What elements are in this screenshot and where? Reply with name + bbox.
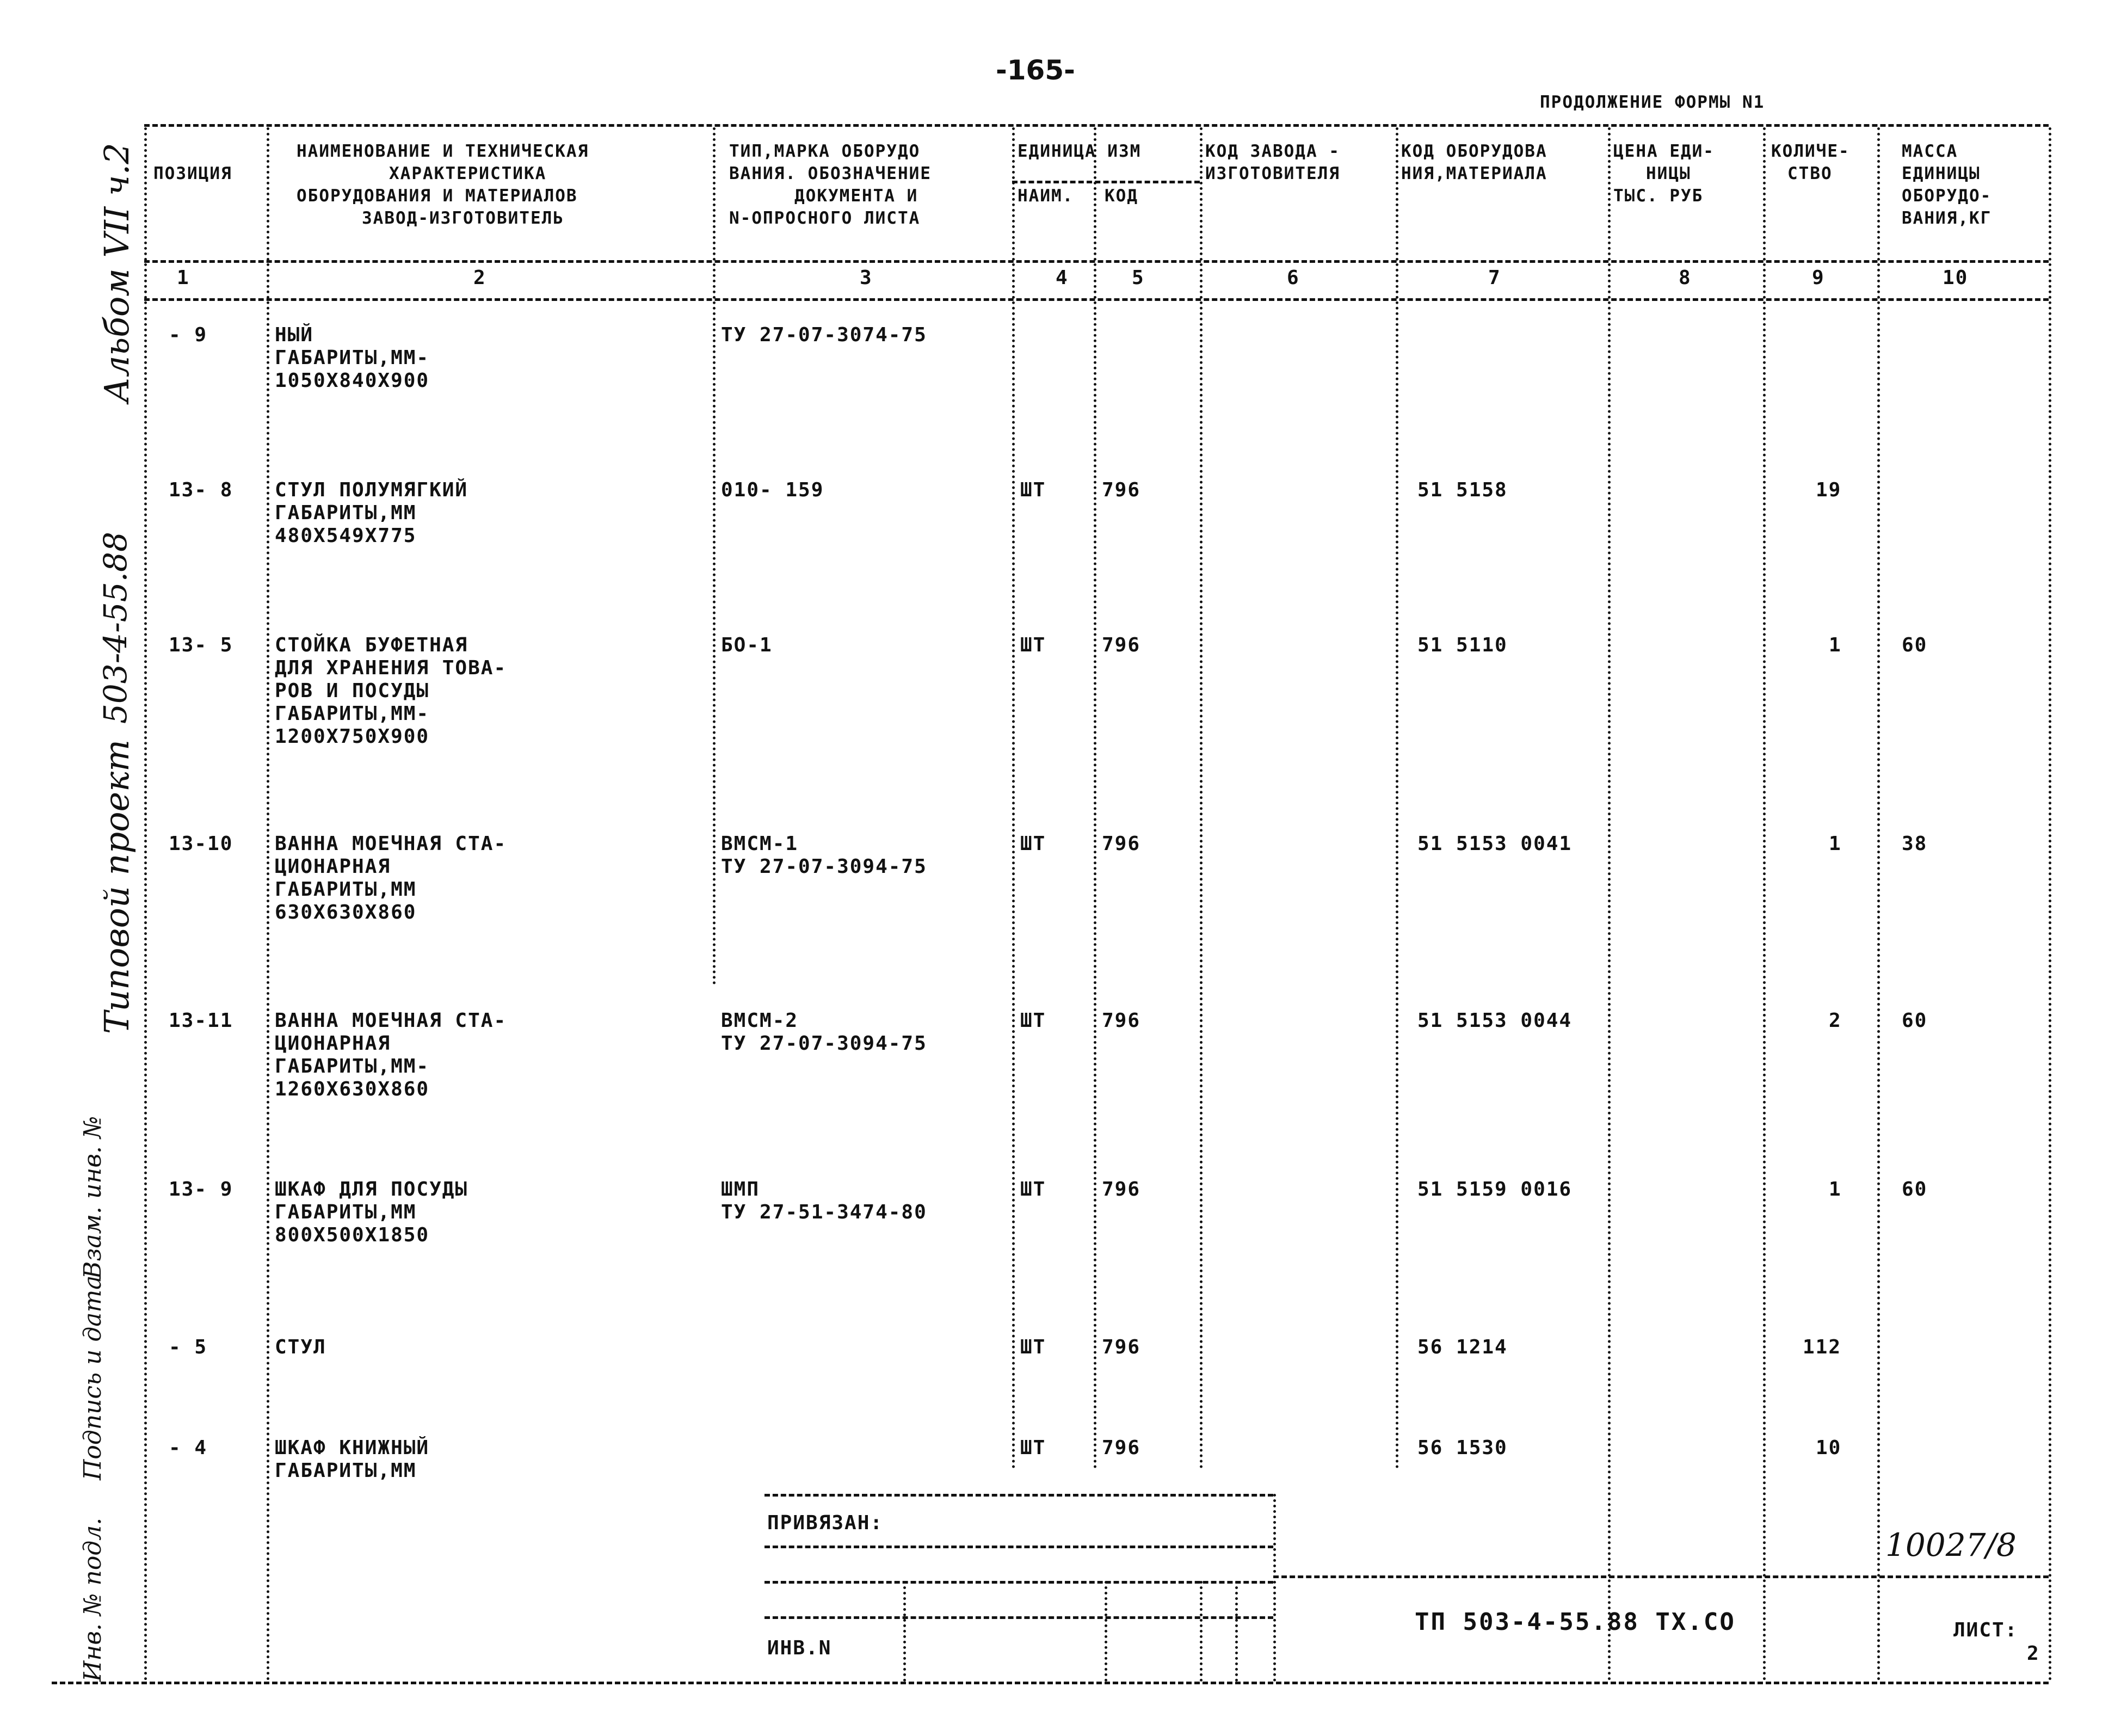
header-name: ОБОРУДОВАНИЯ И МАТЕРИАЛОВ: [297, 186, 578, 206]
column-divider-9: [1763, 127, 1766, 1682]
header-unit: ЕДИНИЦА ИЗМ: [1018, 141, 1142, 161]
header-name: НАИМЕНОВАНИЕ И ТЕХНИЧЕСКАЯ: [297, 141, 589, 161]
stamp-sub-divider-4: [1235, 1581, 1238, 1682]
tied-label: ПРИВЯЗАН:: [767, 1512, 884, 1534]
unit-name-cell: ШТ: [1020, 1336, 1046, 1358]
quantity-cell: 2: [1829, 1009, 1842, 1032]
header-price: ЦЕНА ЕДИ-: [1613, 141, 1715, 161]
column-divider-4: [1012, 127, 1015, 1469]
header-price: ТЫС. РУБ: [1613, 186, 1704, 206]
header-unit-name: НАИМ.: [1018, 186, 1074, 206]
header-unit-code: КОД: [1105, 186, 1138, 206]
column-number: 1: [177, 267, 190, 289]
position-cell: 13- 9: [169, 1178, 233, 1201]
column-divider-5: [1094, 127, 1096, 1469]
type-cell: ШМП: [721, 1178, 760, 1201]
header-quantity: КОЛИЧЕ-: [1771, 141, 1850, 161]
type-cell: ВМСМ-2: [721, 1009, 799, 1032]
project-number: 503-4-55.88: [97, 532, 134, 724]
unit-code-cell: 796: [1102, 1437, 1141, 1459]
unit-code-cell: 796: [1102, 634, 1141, 656]
bottom-border: [52, 1682, 2049, 1684]
column-number: 10: [1943, 267, 1969, 289]
type-cell: ТУ 27-51-3474-80: [721, 1201, 927, 1223]
unit-code-cell: 796: [1102, 479, 1141, 501]
stamp-doc-line: [1273, 1575, 2049, 1578]
unit-name-cell: ШТ: [1020, 1178, 1046, 1201]
position-cell: 13- 8: [169, 479, 233, 501]
column-divider-6: [1200, 127, 1203, 1469]
header-type: ДОКУМЕНТА И: [794, 186, 918, 206]
type-cell: ТУ 27-07-3094-75: [721, 855, 927, 878]
name-cell: НЫЙ: [275, 324, 314, 346]
name-cell: ГАБАРИТЫ,ММ: [275, 878, 417, 901]
header-factory-code: КОД ЗАВОДА -: [1205, 141, 1340, 161]
page-number: -165-: [996, 54, 1075, 86]
name-cell: ГАБАРИТЫ,ММ: [275, 1201, 417, 1223]
header-mass: ЕДИНИЦЫ: [1902, 164, 1981, 183]
equipment-code-cell: 51 5153 0041: [1417, 833, 1573, 855]
unit-name-cell: ШТ: [1020, 1009, 1046, 1032]
column-number: 7: [1488, 267, 1501, 289]
top-border: [144, 124, 2049, 127]
header-type: N-ОПРОСНОГО ЛИСТА: [729, 208, 921, 228]
column-number: 8: [1679, 267, 1692, 289]
mass-cell: 60: [1902, 1178, 1928, 1201]
quantity-cell: 1: [1829, 1178, 1842, 1201]
handwritten-number: 10027/8: [1885, 1526, 2017, 1563]
header-factory-code: ИЗГОТОВИТЕЛЯ: [1205, 164, 1340, 183]
header-mass: ВАНИЯ,КГ: [1902, 208, 1992, 228]
equipment-code-cell: 56 1214: [1417, 1336, 1508, 1358]
stamp-divider: [1273, 1494, 1276, 1682]
header-name: ХАРАКТЕРИСТИКА: [389, 164, 547, 183]
unit-name-cell: ШТ: [1020, 1437, 1046, 1459]
column-number: 5: [1132, 267, 1145, 289]
album-label: Альбом VII ч.2: [97, 143, 137, 403]
name-cell: 1050X840X900: [275, 370, 430, 392]
column-number: 9: [1812, 267, 1825, 289]
header-type: ВАНИЯ. ОБОЗНАЧЕНИЕ: [729, 164, 932, 183]
header-mass: МАССА: [1902, 141, 1958, 161]
column-number: 4: [1056, 267, 1069, 289]
equipment-code-cell: 51 5158: [1417, 479, 1508, 501]
name-cell: 630X630X860: [275, 901, 417, 924]
equipment-code-cell: 51 5153 0044: [1417, 1009, 1573, 1032]
position-cell: 13-10: [169, 833, 233, 855]
header-price: НИЦЫ: [1646, 164, 1691, 183]
name-cell: СТУЛ: [275, 1336, 326, 1358]
signature-date-label: Подпись и дата: [79, 1275, 107, 1480]
sheet-label: ЛИСТ:: [1953, 1619, 2018, 1641]
stamp-sub-divider-1: [903, 1581, 906, 1682]
name-cell: ГАБАРИТЫ,ММ-: [275, 347, 430, 369]
column-number: 3: [860, 267, 873, 289]
column-divider-1: [144, 127, 147, 1682]
header-equipment-code: НИЯ,МАТЕРИАЛА: [1401, 164, 1547, 183]
name-cell: ШКАФ ДЛЯ ПОСУДЫ: [275, 1178, 468, 1201]
stamp-line-2: [764, 1546, 1273, 1548]
document-code: ТП 503-4-55.88 ТХ.СО: [1415, 1608, 1736, 1636]
unit-name-cell: ШТ: [1020, 634, 1046, 656]
name-cell: ГАБАРИТЫ,ММ-: [275, 1055, 430, 1078]
name-cell: 1200X750X900: [275, 725, 430, 748]
column-divider-7: [1396, 127, 1398, 1469]
column-number: 2: [473, 267, 486, 289]
position-cell: - 9: [169, 324, 208, 346]
inv-label: ИНВ.N: [767, 1637, 832, 1659]
column-divider-3: [713, 127, 716, 985]
position-cell: - 5: [169, 1336, 208, 1358]
quantity-cell: 112: [1803, 1336, 1842, 1358]
unit-code-cell: 796: [1102, 833, 1141, 855]
equipment-code-cell: 51 5110: [1417, 634, 1508, 656]
name-cell: ЦИОНАРНАЯ: [275, 1032, 391, 1055]
equipment-code-cell: 51 5159 0016: [1417, 1178, 1573, 1201]
name-cell: ГАБАРИТЫ,ММ: [275, 502, 417, 524]
header-quantity: СТВО: [1787, 164, 1833, 183]
name-cell: РОВ И ПОСУДЫ: [275, 680, 430, 702]
name-cell: ДЛЯ ХРАНЕНИЯ ТОВА-: [275, 657, 507, 679]
position-cell: 13- 5: [169, 634, 233, 656]
position-cell: 13-11: [169, 1009, 233, 1032]
inv-number-label: Инв. № подл.: [79, 1517, 107, 1682]
quantity-cell: 19: [1816, 479, 1842, 501]
name-cell: СТОЙКА БУФЕТНАЯ: [275, 634, 468, 656]
type-cell: БО-1: [721, 634, 773, 656]
header-mass: ОБОРУДО-: [1902, 186, 1992, 206]
project-prefix: Типовой проект: [97, 739, 137, 1034]
name-cell: ГАБАРИТЫ,ММ: [275, 1460, 417, 1482]
column-divider-8: [1608, 127, 1611, 1682]
header-name: ЗАВОД-ИЗГОТОВИТЕЛЬ: [362, 208, 564, 228]
stamp-top-line: [764, 1494, 1273, 1497]
quantity-cell: 1: [1829, 634, 1842, 656]
sheet-number: 2: [2027, 1642, 2040, 1665]
column-divider-11: [2049, 127, 2051, 1682]
type-cell: 010- 159: [721, 479, 824, 501]
name-cell: 800X500X1850: [275, 1224, 430, 1246]
unit-name-cell: ШТ: [1020, 833, 1046, 855]
header-equipment-code: КОД ОБОРУДОВА: [1401, 141, 1547, 161]
mass-cell: 60: [1902, 1009, 1928, 1032]
column-divider-10: [1877, 127, 1880, 1682]
column-number: 6: [1287, 267, 1300, 289]
stamp-line-3: [764, 1581, 1273, 1584]
type-cell: ТУ 27-07-3074-75: [721, 324, 927, 346]
name-cell: 480X549X775: [275, 525, 417, 547]
continuation-note: ПРОДОЛЖЕНИЕ ФОРМЫ N1: [1540, 93, 1765, 112]
type-cell: ВМСМ-1: [721, 833, 799, 855]
unit-code-cell: 796: [1102, 1336, 1141, 1358]
name-cell: ВАННА МОЕЧНАЯ СТА-: [275, 833, 507, 855]
mass-cell: 38: [1902, 833, 1928, 855]
stamp-line-4: [764, 1616, 1273, 1619]
equipment-code-cell: 56 1530: [1417, 1437, 1508, 1459]
name-cell: ШКАФ КНИЖНЫЙ: [275, 1437, 430, 1459]
name-cell: СТУЛ ПОЛУМЯГКИЙ: [275, 479, 468, 501]
column-divider-2: [267, 127, 269, 1682]
replace-inv-label: Взам. инв. №: [79, 1116, 107, 1279]
stamp-sub-divider-3: [1200, 1581, 1203, 1682]
unit-name-cell: ШТ: [1020, 479, 1046, 501]
mass-cell: 60: [1902, 634, 1928, 656]
name-cell: ЦИОНАРНАЯ: [275, 855, 391, 878]
position-cell: - 4: [169, 1437, 208, 1459]
quantity-cell: 10: [1816, 1437, 1842, 1459]
unit-subheader-line: [1012, 181, 1200, 183]
stamp-sub-divider-2: [1105, 1581, 1107, 1682]
header-type: ТИП,МАРКА ОБОРУДО: [729, 141, 921, 161]
name-cell: ГАБАРИТЫ,ММ-: [275, 703, 430, 725]
quantity-cell: 1: [1829, 833, 1842, 855]
name-cell: ВАННА МОЕЧНАЯ СТА-: [275, 1009, 507, 1032]
unit-code-cell: 796: [1102, 1009, 1141, 1032]
name-cell: 1260X630X860: [275, 1078, 430, 1100]
header-position: ПОЗИЦИЯ: [153, 164, 232, 183]
type-cell: ТУ 27-07-3094-75: [721, 1032, 927, 1055]
unit-code-cell: 796: [1102, 1178, 1141, 1201]
